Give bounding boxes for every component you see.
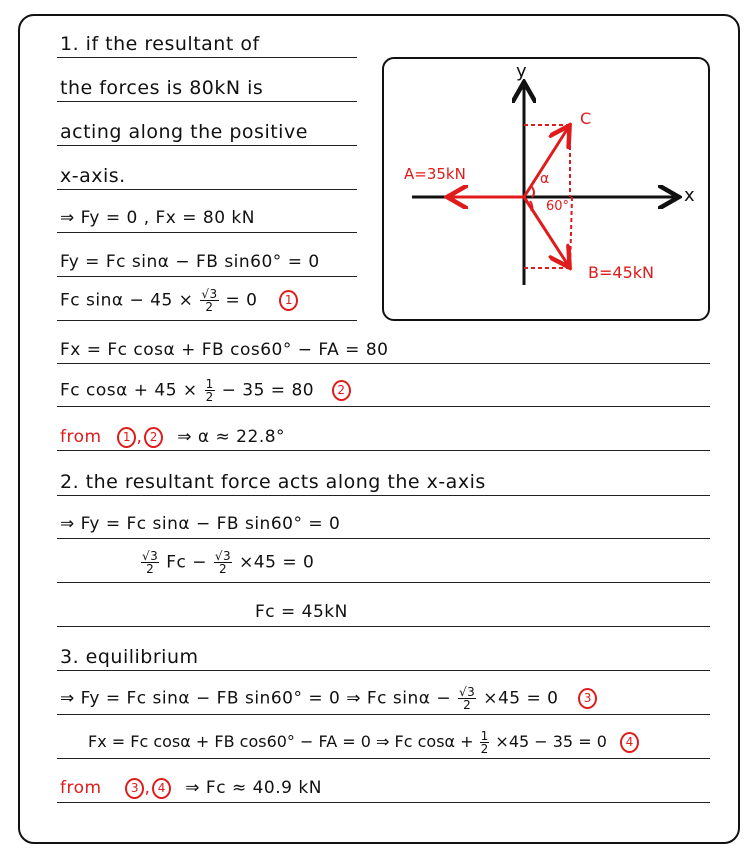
force-c-label: C	[580, 109, 592, 128]
rule-line	[57, 189, 357, 190]
equation-label-1: 1	[279, 290, 298, 311]
rule-line	[57, 145, 357, 146]
equation-label-4: 4	[620, 732, 639, 753]
x-axis-label: x	[684, 185, 695, 206]
problem2-heading: 2. the resultant force acts along the x-axis	[60, 471, 486, 493]
sub-fraction: $\frac{√3}{2}$	[142, 549, 159, 576]
rule-line	[57, 538, 710, 539]
angle-60-label: 60°	[546, 199, 570, 214]
eq1-text: Fc sinα − 45 ×	[60, 290, 194, 311]
rule-line	[57, 232, 357, 233]
problem1-intro-line: x-axis.	[60, 165, 126, 187]
eq2-tail: − 35 = 80	[221, 380, 315, 401]
problem1-eq2	[60, 378, 351, 403]
problem1-eq1	[60, 288, 298, 313]
rule-line	[57, 495, 710, 496]
alpha-result: ⇒ α ≈ 22.8°	[177, 427, 286, 447]
rule-line	[57, 758, 710, 759]
problem2-substitution	[140, 550, 314, 575]
eq1-fraction: $\frac{√3}{2}$	[201, 287, 218, 314]
y-axis-label: y	[516, 61, 527, 82]
problem3-result: from 3 , 4 ⇒ Fc ≈ 40.9 kN	[60, 778, 322, 798]
sub-tail: ×45 = 0	[239, 552, 315, 573]
equation-label-2: 2	[332, 380, 351, 401]
force-a-label: A=35kN	[404, 165, 466, 183]
problem1-intro-line: 1. if the resultant of	[60, 33, 260, 55]
problem2-result: Fc = 45kN	[255, 602, 348, 622]
alpha-label: α	[540, 171, 550, 187]
ref-label: 3	[125, 778, 144, 799]
fx-fraction: $\frac{1}{2}$	[480, 729, 489, 756]
force-b-label: B=45kN	[588, 263, 654, 282]
rule-line	[57, 57, 357, 58]
equation-label-3: 3	[578, 688, 597, 709]
ref-label: 1	[117, 427, 136, 448]
problem1-result: from 1 , 2 ⇒ α ≈ 22.8°	[60, 427, 286, 447]
sub-fraction: $\frac{√3}{2}$	[214, 549, 232, 576]
rule-line	[57, 406, 710, 407]
problem1-intro-line: acting along the positive	[60, 121, 308, 143]
ref-label: 2	[144, 427, 163, 448]
rule-line	[57, 101, 357, 102]
sub-mid: Fc −	[166, 552, 207, 573]
force-vector-svg	[384, 59, 712, 323]
problem3-fy-line	[60, 686, 597, 711]
rule-line	[57, 714, 710, 715]
problem1-intro-line: the forces is 80kN is	[60, 77, 264, 99]
eq2-fraction: $\frac{1}{2}$	[205, 377, 214, 404]
problem3-fx-line	[88, 730, 639, 755]
ref-label: 4	[152, 778, 171, 799]
rule-line	[57, 670, 710, 671]
rule-line	[57, 276, 357, 277]
eq2-text: Fc cosα + 45 ×	[60, 380, 198, 401]
fc-result: ⇒ Fc ≈ 40.9 kN	[185, 778, 322, 798]
fy-tail: ×45 = 0	[483, 688, 559, 709]
from-label: from	[60, 778, 102, 798]
fx-tail: ×45 − 35 = 0	[495, 732, 607, 751]
fy-fraction: $\frac{√3}{2}$	[459, 685, 476, 712]
force-diagram	[382, 57, 710, 321]
problem2-fy-equation: ⇒ Fy = Fc sinα − FB sin60° = 0	[60, 514, 341, 534]
problem3-heading: 3. equilibrium	[60, 646, 199, 668]
rule-line	[57, 582, 710, 583]
fx-line-text: Fx = Fc cosα + FB cos60° − FA = 0 ⇒ Fc cosα +	[88, 732, 474, 751]
from-label: from	[60, 427, 102, 447]
rule-line	[57, 450, 710, 451]
rule-line	[57, 802, 710, 803]
fy-line-text: ⇒ Fy = Fc sinα − FB sin60° = 0 ⇒ Fc sinα −	[60, 688, 452, 709]
eq1-tail: = 0	[225, 290, 258, 311]
problem1-fx-equation: Fx = Fc cosα + FB cos60° − FA = 80	[60, 340, 389, 360]
rule-line	[57, 363, 710, 364]
rule-line	[57, 320, 357, 321]
problem1-fy-equation: Fy = Fc sinα − FB sin60° = 0	[60, 252, 320, 272]
rule-line	[57, 626, 710, 627]
problem1-conditions: ⇒ Fy = 0 , Fx = 80 kN	[60, 208, 255, 228]
